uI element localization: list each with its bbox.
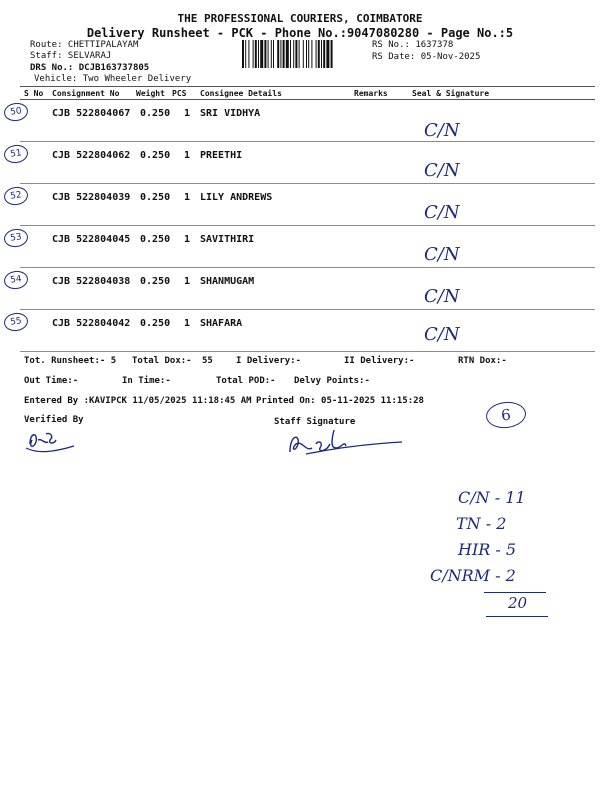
verified-signature-image: [24, 422, 84, 456]
page-mark-circle: 6: [485, 400, 527, 430]
tot-runsheet: Tot. Runsheet:- 5: [24, 356, 117, 366]
col-consignment: Consignment No: [52, 89, 120, 98]
col-pcs: PCS: [172, 89, 187, 98]
weight: 0.250: [140, 234, 171, 245]
weight: 0.250: [140, 150, 171, 161]
out-time: Out Time:-: [24, 376, 79, 386]
sno-circle: 51: [3, 143, 29, 164]
pcs: 1: [184, 276, 191, 287]
consignment-no: CJB 522804045: [52, 234, 131, 245]
total-pod: Total POD:-: [216, 376, 276, 386]
pcs: 1: [184, 234, 191, 245]
drs-number: DRS No.: DCJB163737805: [30, 63, 150, 73]
consignee-name: SAVITHIRI: [200, 234, 255, 245]
table-row: [9, 310, 595, 352]
consignment-no: CJB 522804042: [52, 318, 131, 329]
printed-on: Printed On: 05-11-2025 11:15:28: [256, 396, 424, 406]
pcs: 1: [184, 108, 191, 119]
handwritten-signature: C/N: [424, 286, 460, 307]
handwritten-signature: C/N: [424, 160, 460, 181]
entered-by: Entered By :KAVIPCK 11/05/2025 11:18:45 AM: [24, 396, 252, 406]
vehicle-label: Vehicle: Two Wheeler Delivery: [34, 74, 192, 84]
delvy-points: Delvy Points:-: [294, 376, 370, 386]
consignment-no: CJB 522804038: [52, 276, 131, 287]
runsheet-title: Delivery Runsheet - PCK - Phone No.:9047080280 - Page No.:5: [86, 26, 514, 40]
col-remarks: Remarks: [354, 89, 388, 98]
table-row: [9, 184, 595, 226]
weight: 0.250: [140, 192, 171, 203]
tally-line-1: C/N - 11: [458, 488, 526, 507]
table-row: [9, 268, 595, 310]
col-seal-signature: Seal & Signature: [412, 89, 490, 98]
rs-date: RS Date: 05-Nov-2025: [372, 52, 481, 62]
table-row: [9, 142, 595, 184]
company-title: THE PROFESSIONAL COURIERS, COIMBATORE: [177, 12, 423, 25]
total-dox-value: 55: [202, 356, 213, 366]
handwritten-signature: C/N: [424, 202, 460, 223]
consignee-name: SRI VIDHYA: [200, 108, 261, 119]
staff-label: Staff: SELVARAJ: [30, 51, 112, 61]
tally-total-underline: [486, 616, 548, 617]
table-row: [9, 100, 595, 142]
table-row: [9, 226, 595, 268]
sno-circle: 53: [3, 227, 29, 248]
total-dox-label: Total Dox:-: [132, 356, 192, 366]
staff-signature-image: [286, 422, 406, 458]
consignee-name: PREETHI: [200, 150, 243, 161]
weight: 0.250: [140, 318, 171, 329]
rtn-dox: RTN Dox:-: [458, 356, 507, 366]
col-weight: Weight: [136, 89, 165, 98]
tally-line-4: C/NRM - 2: [430, 566, 516, 585]
in-time: In Time:-: [122, 376, 171, 386]
handwritten-signature: C/N: [424, 324, 460, 345]
barcode-image: [242, 40, 368, 68]
tally-line-3: HIR - 5: [458, 540, 517, 559]
consignment-no: CJB 522804039: [52, 192, 131, 203]
pcs: 1: [184, 150, 191, 161]
tally-total: 20: [508, 594, 528, 612]
rs-number: RS No.: 1637378: [372, 40, 454, 50]
weight: 0.250: [140, 276, 171, 287]
pcs: 1: [184, 318, 191, 329]
handwritten-signature: C/N: [424, 120, 460, 141]
sno-circle: 54: [3, 269, 29, 290]
tally-line-2: TN - 2: [456, 514, 507, 533]
sno-circle: 52: [3, 185, 29, 206]
verified-by-label: Verified By: [24, 415, 84, 425]
i-delivery: I Delivery:-: [236, 356, 302, 366]
pcs: 1: [184, 192, 191, 203]
ii-delivery: II Delivery:-: [344, 356, 415, 366]
sno-circle: 55: [3, 311, 29, 332]
consignee-name: SHAFARA: [200, 318, 243, 329]
handwritten-signature: C/N: [424, 244, 460, 265]
consignee-name: LILY ANDREWS: [200, 192, 273, 203]
consignment-no: CJB 522804067: [52, 108, 131, 119]
staff-signature-label: Staff Signature: [274, 417, 356, 427]
col-sno: S No: [24, 89, 44, 98]
consignment-no: CJB 522804062: [52, 150, 131, 161]
sno-circle: 50: [3, 101, 29, 122]
col-consignee: Consignee Details: [200, 89, 282, 98]
consignee-name: SHANMUGAM: [200, 276, 255, 287]
route-label: Route: CHETTIPALAYAM: [30, 40, 139, 50]
weight: 0.250: [140, 108, 171, 119]
table-top-rule: [20, 86, 595, 87]
